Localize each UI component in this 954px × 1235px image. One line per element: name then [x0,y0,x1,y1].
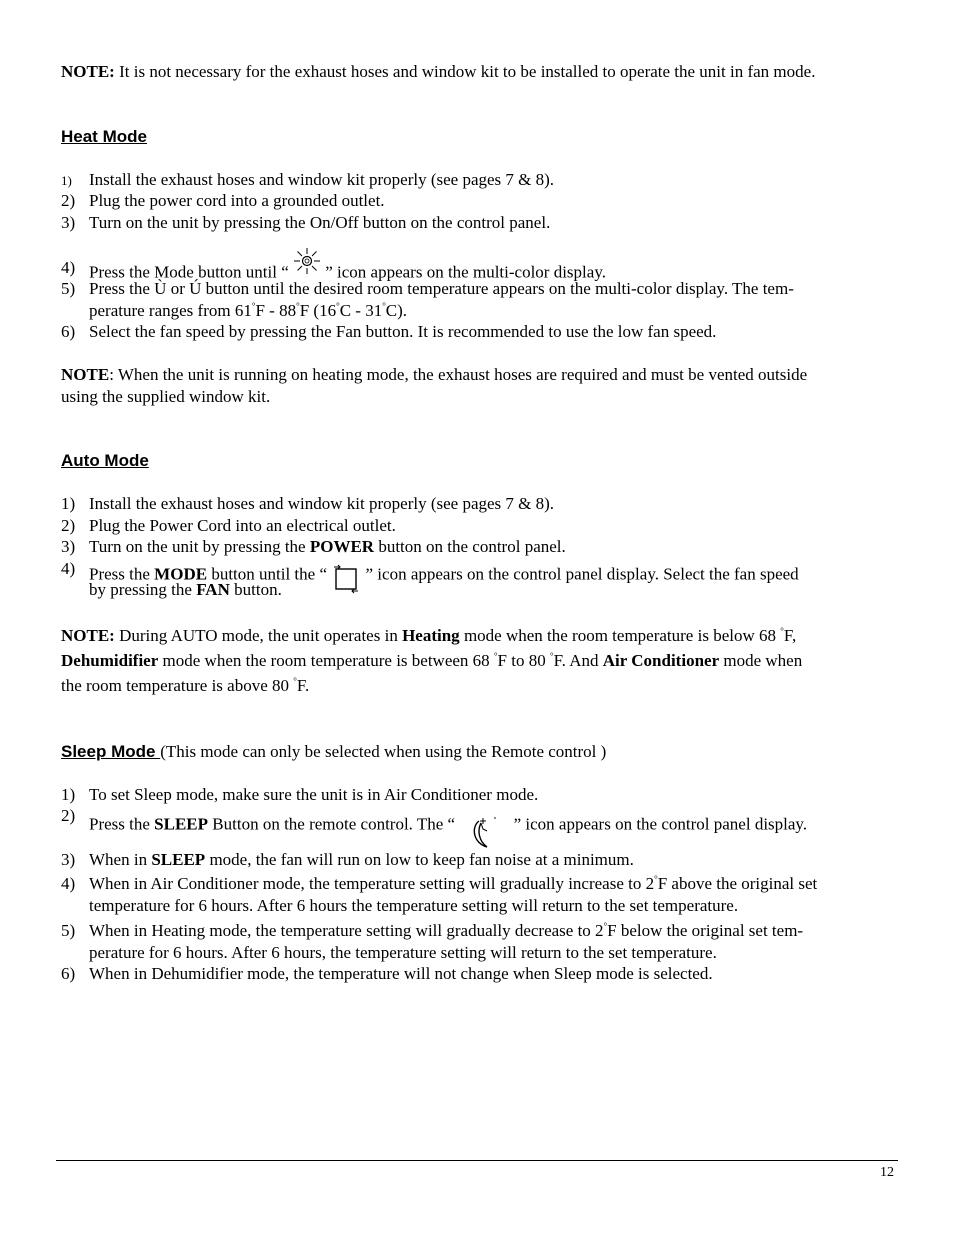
list-item: Press the MODE button until the “ ” icon appears on the control panel display. Select the fan speed [89,558,799,593]
list-item: When in Air Conditioner mode, the temperature setting will gradually increase to 2°F above the original set [89,874,818,893]
page-number: 12 [880,1165,894,1180]
auto-note-cont: Dehumidifier mode when the room temperature is between 68 °F to 80 °F. And Air Conditioner mode when [61,651,803,670]
list-item: Press the Mode button until “ ” icon appears on the multi-color display. [89,257,606,290]
list-item: Install the exhaust hoses and window kit properly (see pages 7 & 8). [89,494,555,513]
auto-note: NOTE: During AUTO mode, the unit operates in Heating mode when the room temperature is below 68 °F, [61,626,797,645]
list-num: 1) [61,173,72,188]
sun-heat-icon [293,247,321,280]
list-num: 3) [61,850,76,869]
auto-note-cont: the room temperature is above 80 °F. [61,676,310,695]
list-num: 4) [61,559,76,578]
list-num: 3) [61,213,76,232]
note-top: NOTE: It is not necessary for the exhaust hoses and window kit to be installed to operate the unit in fan mode. [61,62,816,81]
list-item-cont: temperature for 6 hours. After 6 hours the temperature setting will return to the set temperature. [89,896,739,915]
list-item: Press the Ù or Ú button until the desired room temperature appears on the multi-color display. The tem- [89,279,794,298]
list-item: When in Dehumidifier mode, the temperature will not change when Sleep mode is selected. [89,964,713,983]
list-item: To set Sleep mode, make sure the unit is in Air Conditioner mode. [89,785,539,804]
list-num: 2) [61,191,76,210]
list-num: 6) [61,322,76,341]
list-num: 2) [61,806,76,825]
list-num: 6) [61,964,76,983]
list-item: Plug the power cord into a grounded outlet. [89,191,385,210]
list-num: 3) [61,537,76,556]
list-num: 5) [61,921,76,940]
footer-divider [56,1160,898,1161]
heat-note: NOTE: When the unit is running on heating mode, the exhaust hoses are required and must be vented outside [61,365,808,384]
list-num: 1) [61,785,76,804]
list-num: 2) [61,516,76,535]
list-item: When in SLEEP mode, the fan will run on low to keep fan noise at a minimum. [89,850,634,869]
auto-mode-icon [331,564,361,599]
list-item: Press the SLEEP Button on the remote control. The “ ” icon appears on the control panel display. [89,805,807,846]
sleep-mode-heading: Sleep Mode [61,742,161,761]
list-item: Select the fan speed by pressing the Fan button. It is recommended to use the low fan speed. [89,322,717,341]
heat-mode-heading: Heat Mode [61,127,147,146]
list-item-cont: perature ranges from 61°F - 88°F (16°C - 31°C). [89,301,408,320]
list-num: 5) [61,279,76,298]
list-item: Turn on the unit by pressing the On/Off button on the control panel. [89,213,551,232]
list-num: 4) [61,874,76,893]
list-num: 4) [61,258,76,277]
list-item-cont: perature for 6 hours. After 6 hours, the temperature setting will return to the set temperature. [89,943,717,962]
list-item: Plug the Power Cord into an electrical outlet. [89,516,396,535]
list-item: When in Heating mode, the temperature setting will gradually decrease to 2°F below the original set tem- [89,921,804,940]
list-item-cont: by pressing the FAN button. [89,580,282,599]
sleep-mode-subtitle: (This mode can only be selected when using the Remote control ) [160,742,607,761]
list-item: Install the exhaust hoses and window kit properly (see pages 7 & 8). [89,170,555,189]
auto-mode-heading: Auto Mode [61,451,149,470]
list-item: Turn on the unit by pressing the POWER button on the control panel. [89,537,566,556]
list-num: 1) [61,494,76,513]
sleep-mode-header [61,741,606,762]
heat-note-cont: using the supplied window kit. [61,387,271,406]
